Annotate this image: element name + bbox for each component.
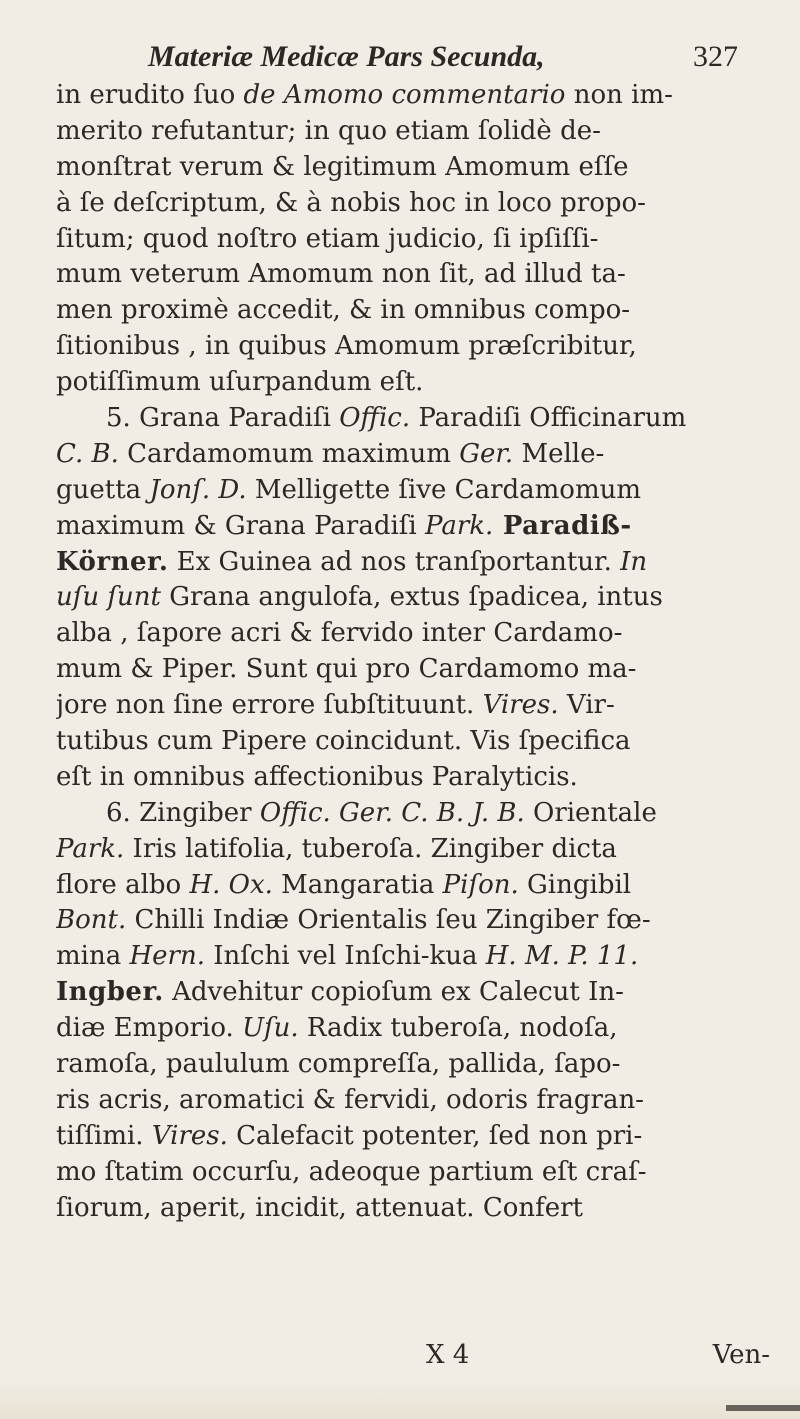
text-segment: 5. Grana Paradiſi: [106, 403, 340, 434]
text-segment: merito refutantur; in quo etiam ſolidè de-: [56, 115, 601, 146]
text-line: [56, 1047, 770, 1083]
text-segment: mum veterum Amomum non ſit, ad illud ta-: [56, 259, 626, 290]
text-line: [56, 760, 770, 796]
text-segment: monſtrat verum & legitimum Amomum eſſe: [56, 151, 629, 182]
text-line: [56, 78, 770, 114]
text-line: [56, 724, 770, 760]
scan-edge: [0, 1379, 800, 1419]
text-segment: flore albo: [56, 869, 190, 900]
italic-text: Vires.: [151, 1120, 228, 1151]
text-line: [56, 509, 770, 545]
italic-text: Offic.: [339, 403, 411, 434]
italic-text: Uſu.: [242, 1013, 299, 1044]
page-footer: [56, 1340, 770, 1380]
text-segment: ſitionibus , in quibus Amomum præſcribitur,: [56, 331, 637, 362]
text-line: [56, 868, 770, 904]
text-segment: guetta: [56, 474, 150, 505]
text-segment: Vir-: [558, 690, 615, 721]
text-segment: ſiorum, aperit, incidit, attenuat. Confert: [56, 1192, 584, 1223]
italic-text: In: [620, 546, 648, 577]
text-segment: in erudito ſuo: [56, 80, 244, 110]
text-segment: jore non ſine errore ſubſtituunt.: [56, 690, 483, 721]
text-segment: Cardamomum maximum: [118, 438, 460, 469]
text-segment: ris acris, aromatici & fervidi, odoris fragran-: [56, 1084, 644, 1115]
text-segment: Mangaratia: [272, 869, 443, 900]
text-segment: 6. Zingiber: [106, 797, 260, 828]
text-line: [56, 975, 770, 1011]
italic-text: Jonſ. D.: [149, 474, 247, 505]
text-line: [56, 150, 770, 186]
text-line: [56, 652, 770, 688]
text-line: [56, 796, 770, 832]
text-line: [56, 329, 770, 365]
text-segment: diæ Emporio.: [56, 1013, 243, 1044]
text-segment: Gingibil: [518, 869, 632, 900]
text-segment: maximum & Grana Paradiſi: [56, 510, 425, 541]
text-segment: men proximè accedit, & in omnibus compo-: [56, 295, 631, 326]
fraktur-text: Ingber.: [56, 977, 164, 1008]
text-segment: Chilli Indiæ Orientalis ſeu Zingiber fœ-: [126, 905, 651, 936]
body-text: [56, 78, 770, 1227]
scan-mark: [726, 1405, 800, 1411]
text-segment: Ex Guinea ad nos tranſportantur.: [168, 546, 621, 577]
text-line: [56, 257, 770, 293]
italic-text: H. Ox.: [189, 869, 273, 900]
text-line: [56, 939, 770, 975]
italic-text: de Amomo commentario: [243, 80, 566, 110]
italic-text: Hern.: [129, 941, 205, 972]
text-line: [56, 401, 770, 437]
text-segment: à ſe deſcriptum, & à nobis hoc in loco propo-: [56, 187, 646, 218]
italic-text: Offic. Ger. C. B. J. B.: [259, 797, 525, 828]
running-title: Materiæ Medicæ Pars Secunda,: [148, 40, 545, 73]
italic-text: H. M. P. 11.: [485, 941, 639, 972]
text-segment: mina: [56, 941, 130, 972]
text-line: [56, 1011, 770, 1047]
italic-text: Vires.: [482, 690, 559, 721]
text-line: [56, 1083, 770, 1119]
text-line: [56, 293, 770, 329]
text-segment: mo ſtatim occurſu, adeoque partium eſt craſ-: [56, 1156, 647, 1187]
text-segment: eſt in omnibus affectionibus Paralyticis.: [56, 761, 578, 792]
text-line: [56, 1119, 770, 1155]
text-line: [56, 580, 770, 616]
text-line: [56, 222, 770, 258]
text-segment: Melle-: [513, 438, 605, 469]
text-line: [56, 832, 770, 868]
fraktur-text: Paradiß-: [493, 510, 632, 541]
text-line: [56, 437, 770, 473]
italic-text: Park.: [425, 510, 494, 541]
text-segment: tutibus cum Pipere coincidunt. Vis ſpecifica: [56, 726, 631, 757]
running-header: [148, 40, 738, 82]
text-segment: Inſchi vel Inſchi-kua: [204, 941, 486, 972]
text-line: [56, 1155, 770, 1191]
text-segment: Radix tuberoſa, nodoſa,: [298, 1013, 618, 1044]
italic-text: C. B.: [56, 438, 119, 469]
text-segment: Calefacit potenter, ſed non pri-: [227, 1120, 643, 1151]
text-segment: Melligette ſive Cardamomum: [246, 474, 642, 505]
text-line: [56, 545, 770, 581]
text-segment: Iris latifolia, tuberoſa. Zingiber dicta: [124, 833, 617, 864]
text-segment: non im-: [565, 80, 673, 110]
catchword: Ven-: [712, 1340, 770, 1370]
text-segment: alba , ſapore acri & fervido inter Cardamo-: [56, 618, 623, 649]
signature-mark: X 4: [426, 1340, 470, 1370]
text-line: [56, 114, 770, 150]
text-segment: Paradiſi Officinarum: [410, 403, 687, 434]
italic-text: uſu ſunt: [56, 582, 161, 613]
text-segment: ſitum; quod noſtro etiam judicio, ſi ipſiſſi-: [56, 223, 599, 254]
text-line: [56, 186, 770, 222]
text-line: [56, 688, 770, 724]
italic-text: Ger.: [459, 438, 514, 469]
italic-text: Park.: [56, 833, 125, 864]
text-segment: Advehitur copioſum ex Calecut In-: [163, 977, 624, 1008]
text-segment: Orientale: [524, 797, 657, 828]
text-line: [56, 1191, 770, 1227]
text-line: [56, 616, 770, 652]
italic-text: Piſon.: [442, 869, 519, 900]
text-segment: potiſſimum uſurpandum eſt.: [56, 367, 424, 398]
fraktur-text: Körner.: [56, 546, 169, 577]
text-segment: mum & Piper. Sunt qui pro Cardamomo ma-: [56, 654, 637, 685]
text-segment: Grana angulofa, extus ſpadicea, intus: [160, 582, 663, 613]
text-segment: tiſſimi.: [56, 1120, 152, 1151]
text-line: [56, 473, 770, 509]
text-line: [56, 365, 770, 401]
page-number: 327: [693, 40, 738, 73]
text-line: [56, 903, 770, 939]
text-segment: ramoſa, paululum compreſſa, pallida, ſapo-: [56, 1049, 621, 1080]
italic-text: Bont.: [56, 905, 127, 936]
